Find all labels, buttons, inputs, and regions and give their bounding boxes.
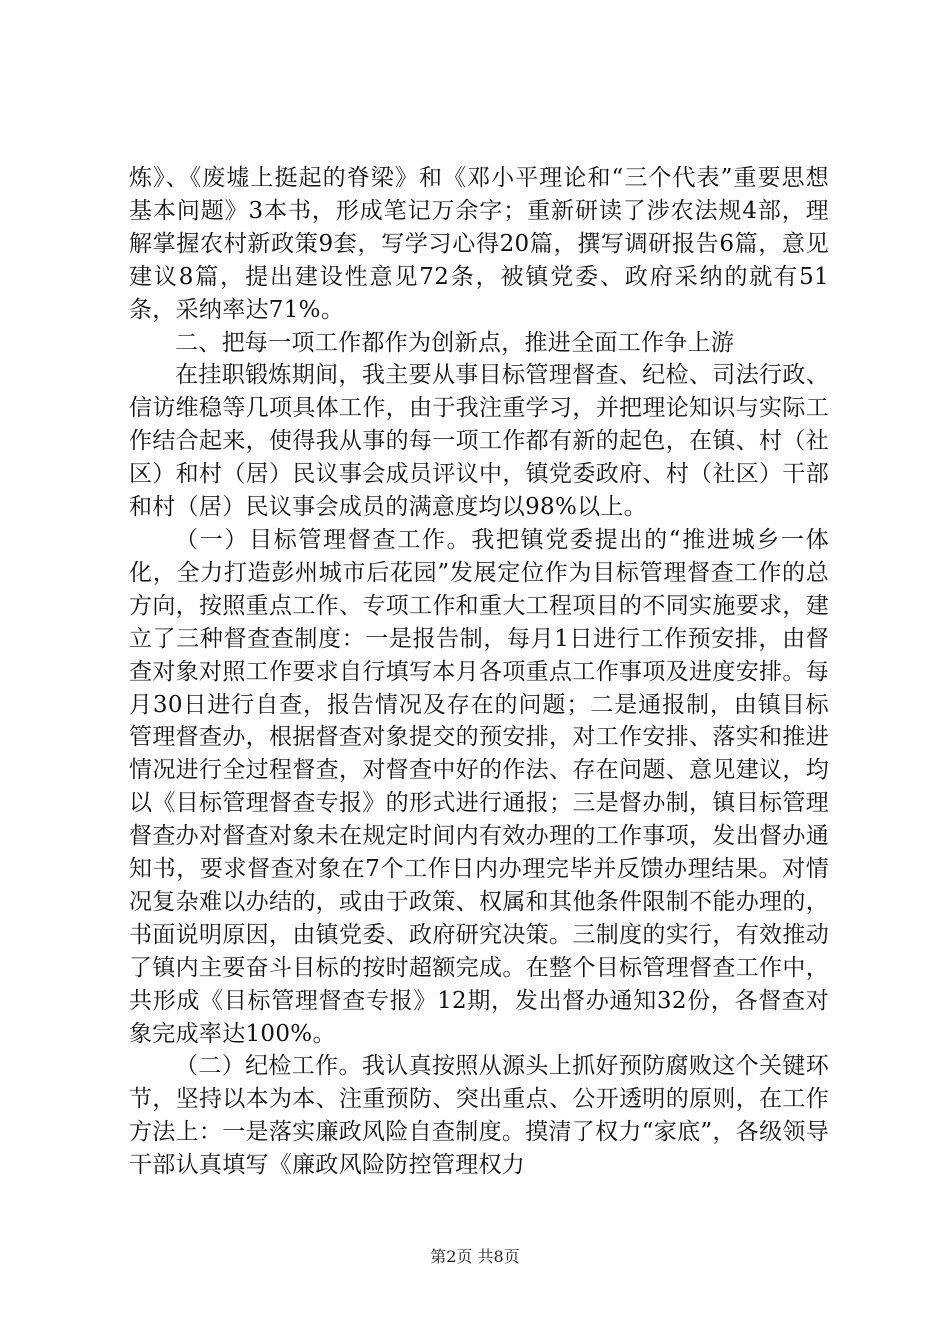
paragraph-continuation: 炼》、《废墟上挺起的脊梁》和《邓小平理论和“三个代表”重要思想基本问题》3本书，形成笔记万余字；重新研读了涉农法规4部，理解掌握农村新政策9套，写学习心得20篇，撰写调研报告6篇，意见建议8篇，提出建设性意见72条，被镇党委、政府采纳的就有51条，采纳率达71%。 xyxy=(129,165,829,323)
section-heading: 二、把每一项工作都作为创新点，推进全面工作争上游 xyxy=(175,329,735,356)
document-body xyxy=(129,162,829,1182)
page-footer: 第2页 共8页 xyxy=(430,1247,520,1266)
paragraph-discipline-inspection: （二）纪检工作。我认真按照从源头上抓好预防腐败这个关键环节，坚持以本为本、注重预防、突出重点、公开透明的原则，在工作方法上：一是落实廉政风险自查制度。摸清了权力“家底”，各级领导干部认真填写《廉政风险防控管理权力 xyxy=(129,1053,829,1179)
paragraph-intro: 在挂职锻炼期间，我主要从事目标管理督查、纪检、司法行政、信访维稳等几项具体工作，由于我注重学习，并把理论知识与实际工作结合起来，使得我从事的每一项工作都有新的起色，在镇、村（社区）和村（居）民议事会成员评议中，镇党委政府、村（社区）干部和村（居）民议事会成员的满意度均以98%以上。 xyxy=(129,362,829,521)
paragraph-target-management: （一）目标管理督查工作。我把镇党委提出的“推进城乡一体化，全力打造彭州城市后花园”发展定位作为目标管理督查工作的总方向，按照重点工作、专项工作和重大工程项目的不同实施要求，建立了三种督查查制度：一是报告制，每月1日进行工作预安排，由督查对象对照工作要求自行填写本月各项重点工作事项及进度安排。每月30日进行自查，报告情况及存在的问题；二是通报制，由镇目标管理督查办，根据督查对象提交的预安排，对工作安排、落实和推进情况进行全过程督查，对督查中好的作法、存在问题、意见建议，均以《目标管理督查专报》的形式进行通报；三是督办制，镇目标管理督查办对督查对象未在规定时间内有效办理的工作事项，发出督办通知书，要求督查对象在7个工作日内办理完毕并反馈办理结果。对情况复杂难以办结的，或由于政策、权属和其他条件限制不能办理的，书面说明原因，由镇党委、政府研究决策。三制度的实行，有效推动了镇内主要奋斗目标的按时超额完成。在整个目标管理督查工作中，共形成《目标管理督查专报》12期，发出督办通知32份，各督查对象完成率达100%。 xyxy=(129,526,829,1047)
